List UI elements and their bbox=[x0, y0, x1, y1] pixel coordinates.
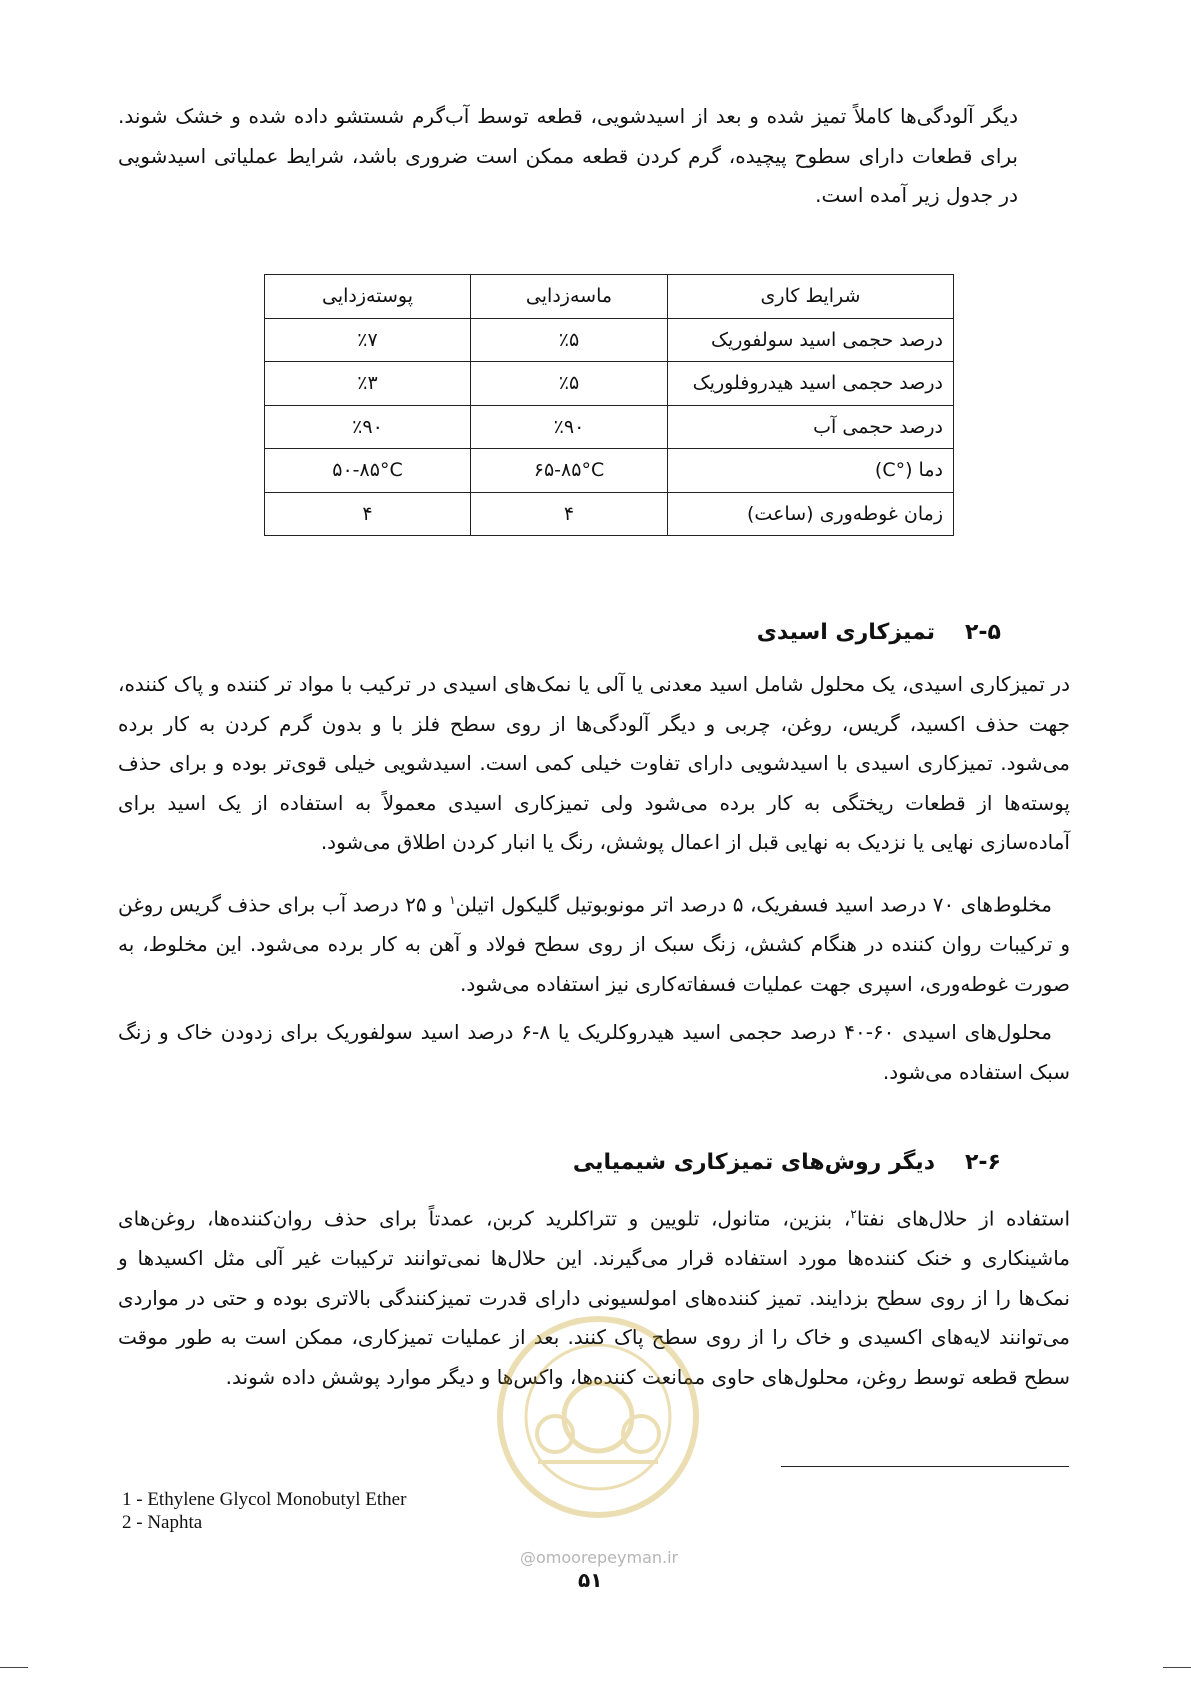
table-row bbox=[265, 405, 954, 449]
paragraph-text: و ۲۵ درصد آب برای حذف گریس روغن و ترکیبات روان کننده در هنگام کشش، زنگ سبک از روی سطح فولاد و آهن به کار برده می‌شود. این مخلوط، به صورت غوطه‌وری، اسپری جهت عملیات فسفاته‌کاری نیز استفاده می‌شود. bbox=[118, 892, 1070, 996]
page-edge-mark-left bbox=[0, 1667, 28, 1668]
section-title: دیگر روش‌های تمیزکاری شیمیایی bbox=[572, 1150, 935, 1175]
row-sand-value: ۴ bbox=[470, 492, 667, 536]
page-number: ۵۱ bbox=[578, 1568, 603, 1592]
footnotes bbox=[122, 1488, 406, 1534]
header-working-conditions: شرایط کاری bbox=[668, 275, 954, 319]
footnote-separator bbox=[781, 1466, 1069, 1467]
row-label: درصد حجمی اسید سولفوریک bbox=[668, 318, 954, 362]
acid-cleaning-paragraph-3: محلول‌های اسیدی ۶۰-۴۰ درصد حجمی اسید هیدروکلریک یا ۸-۶ درصد اسید سولفوریک برای زدودن خاک و زنگ سبک استفاده می‌شود. bbox=[118, 1020, 1070, 1084]
row-label: دما (°C) bbox=[668, 449, 954, 493]
section-heading-acid-cleaning bbox=[757, 620, 1001, 645]
row-sand-value: ٪۵ bbox=[470, 318, 667, 362]
table-row bbox=[265, 362, 954, 406]
row-scale-value: ٪۳ bbox=[265, 362, 471, 406]
acid-cleaning-paragraph-1: در تمیزکاری اسیدی، یک محلول شامل اسید معدنی یا آلی یا نمک‌های اسیدی در ترکیب با مواد تر کننده و پاک کننده، جهت حذف اکسید، گریس، روغن، چربی و دیگر آلودگی‌ها از روی سطح فلز با و بدون گرم کردن به کار برده می‌شود. تمیزکاری اسیدی با اسیدشویی دارای تفاوت خیلی کمی است. اسیدشویی خیلی قوی‌تر بوده و برای حذف پوسته‌ها از قطعات ریختگی به کار برده می‌شود ولی تمیزکاری اسیدی معمولاً به استفاده از یک اسید برای آماده‌سازی نهایی یا نزدیک به نهایی قبل از اعمال پوشش، رنگ یا انبار کردن اطلاق می‌شود. bbox=[118, 672, 1070, 854]
row-scale-value: ٪۷ bbox=[265, 318, 471, 362]
row-sand-value: ٪۵ bbox=[470, 362, 667, 406]
paragraph-text: استفاده از حلال‌های نفتا bbox=[856, 1206, 1071, 1231]
table-header-row bbox=[265, 275, 954, 319]
section-number: ۲-۵ bbox=[965, 620, 1001, 645]
table-row bbox=[265, 318, 954, 362]
row-label: درصد حجمی اسید هیدروفلوریک bbox=[668, 362, 954, 406]
paragraph-text: ، بنزین، متانول، تلویین و تتراکلرید کربن، عمدتاً برای حذف روان‌کننده‌ها، روغن‌های ماشینکاری و خنک کننده‌ها مورد استفاده قرار می‌گیرند. این حلال‌ها نمی‌توانند ترکیبات غیر آلی مثل اکسیدها و نمک‌ها را از روی سطح بزدایند. تمیز کننده‌های امولسیونی دارای قدرت تمیزکنندگی بالاتری بوده و حتی در مواردی می‌توانند لایه‌های اکسیدی و خاک را از روی سطح پاک کنند. بعد از عملیات تمیزکاری، ممکن است به طور موقت سطح قطعه توسط روغن، محلول‌های حاوی ممانعت کننده‌ها، واکس‌ها و دیگر موارد پوشش داده شوند. bbox=[118, 1206, 1070, 1389]
section-title: تمیزکاری اسیدی bbox=[756, 620, 935, 645]
row-sand-value: ۶۵-۸۵°C bbox=[470, 449, 667, 493]
intro-paragraph: دیگر آلودگی‌ها کاملاً تمیز شده و بعد از اسیدشویی، قطعه توسط آب‌گرم شستشو داده شده و خشک شوند. برای قطعات دارای سطوح پیچیده، گرم کردن قطعه ممکن است ضروری باشد، شرایط عملیاتی اسیدشویی در جدول زیر آمده است. bbox=[118, 104, 1018, 207]
footnote-ref-1: ۱ bbox=[449, 893, 456, 907]
table-row bbox=[265, 492, 954, 536]
row-label: زمان غوطه‌وری (ساعت) bbox=[668, 492, 954, 536]
other-cleaning-paragraph bbox=[118, 1195, 1070, 1397]
row-scale-value: ۴ bbox=[265, 492, 471, 536]
footnote-2: 2 - Naphta bbox=[122, 1512, 203, 1533]
section-heading-other-chemical-cleaning bbox=[573, 1150, 1001, 1175]
row-scale-value: ٪۹۰ bbox=[265, 405, 471, 449]
paragraph-text: مخلوط‌های ۷۰ درصد اسید فسفریک، ۵ درصد اتر مونوبوتیل گلیکول اتیلن bbox=[455, 892, 1053, 917]
footnote-1: 1 - Ethylene Glycol Monobutyl Ether bbox=[122, 1489, 407, 1510]
table-row bbox=[265, 449, 954, 493]
page-edge-mark-right bbox=[1163, 1667, 1191, 1668]
watermark-site-text: @omoorepeyman.ir bbox=[520, 1548, 679, 1567]
row-scale-value: ۵۰-۸۵°C bbox=[265, 449, 471, 493]
header-scale-removal: پوسته‌زدایی bbox=[265, 275, 471, 319]
footnote-ref-2: ۲ bbox=[850, 1207, 857, 1221]
acid-cleaning-paragraph-2 bbox=[118, 881, 1070, 1004]
row-sand-value: ٪۹۰ bbox=[470, 405, 667, 449]
acid-cleaning-conditions-table bbox=[264, 274, 954, 536]
row-label: درصد حجمی آب bbox=[668, 405, 954, 449]
header-sand-removal: ماسه‌زدایی bbox=[470, 275, 667, 319]
section-number: ۲-۶ bbox=[965, 1150, 1001, 1175]
